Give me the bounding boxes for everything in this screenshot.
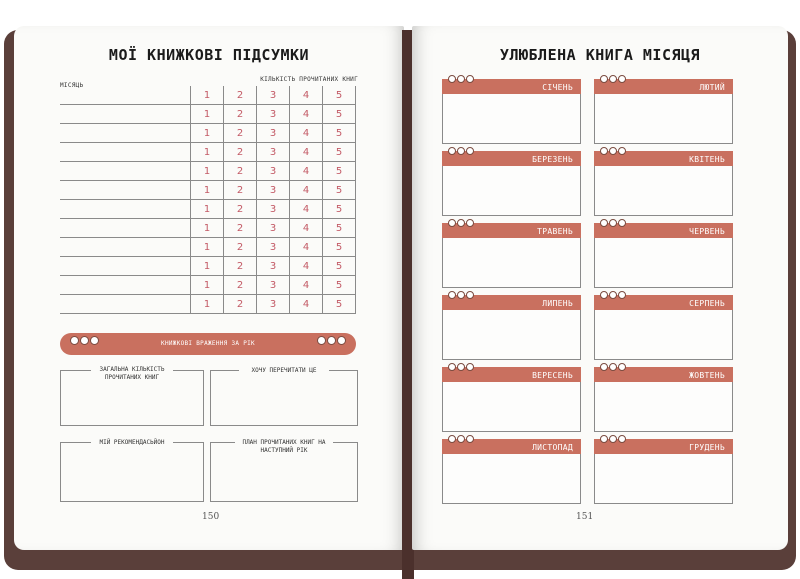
rating-cell[interactable]: 2 <box>224 200 257 219</box>
rating-cell[interactable]: 4 <box>290 124 323 143</box>
rating-cell[interactable]: 2 <box>224 86 257 105</box>
month-label: СЕРПЕНЬ <box>689 299 725 308</box>
rating-cell[interactable]: 5 <box>323 200 356 219</box>
right-page-title: УЛЮБЛЕНА КНИГА МІСЯЦЯ <box>499 46 701 64</box>
box-label: ХОЧУ ПЕРЕЧИТАТИ ЦЕ <box>239 367 329 375</box>
total-books-box <box>60 366 204 426</box>
rating-cell[interactable]: 3 <box>257 238 290 257</box>
table-row <box>60 257 356 276</box>
table-row <box>60 143 356 162</box>
rating-cell[interactable]: 1 <box>191 105 224 124</box>
rating-cell[interactable]: 4 <box>290 295 323 314</box>
rating-cell[interactable]: 4 <box>290 162 323 181</box>
box-label: ЗАГАЛЬНА КІЛЬКІСТЬ ПРОЧИТАНИХ КНИГ <box>91 366 173 382</box>
rating-cell[interactable]: 5 <box>323 105 356 124</box>
rating-cell[interactable]: 4 <box>290 219 323 238</box>
month-card[interactable] <box>594 223 733 288</box>
ring-icon <box>457 435 465 443</box>
rating-cell[interactable]: 3 <box>257 105 290 124</box>
ring-icon <box>600 291 608 299</box>
month-label: ЛЮТИЙ <box>699 83 725 92</box>
ring-icon <box>457 219 465 227</box>
rating-cell[interactable]: 1 <box>191 181 224 200</box>
rating-cell[interactable]: 3 <box>257 295 290 314</box>
rating-cell[interactable]: 1 <box>191 295 224 314</box>
ring-icon <box>609 435 617 443</box>
month-cell[interactable] <box>60 162 191 181</box>
rating-cell[interactable]: 5 <box>323 219 356 238</box>
month-card[interactable] <box>442 151 581 216</box>
rating-cell[interactable]: 3 <box>257 200 290 219</box>
month-cell[interactable] <box>60 295 191 314</box>
rating-cell[interactable]: 2 <box>224 219 257 238</box>
table-row <box>60 276 356 295</box>
rating-cell[interactable]: 1 <box>191 219 224 238</box>
ring-icon <box>618 291 626 299</box>
month-label: ВЕРЕСЕНЬ <box>532 371 573 380</box>
month-cell[interactable] <box>60 105 191 124</box>
rating-cell[interactable]: 3 <box>257 181 290 200</box>
rating-cell[interactable]: 3 <box>257 124 290 143</box>
recommendations-box <box>60 439 204 502</box>
month-cell[interactable] <box>60 124 191 143</box>
month-label: СІЧЕНЬ <box>542 83 573 92</box>
month-cell[interactable] <box>60 238 191 257</box>
rating-cell[interactable]: 2 <box>224 162 257 181</box>
month-label: КВІТЕНЬ <box>689 155 725 164</box>
month-card[interactable] <box>442 367 581 432</box>
rating-cell[interactable]: 4 <box>290 238 323 257</box>
page-number: 150 <box>202 512 220 522</box>
box-label: МІЙ РЕКОМЕНДАСЬЙОН <box>91 439 173 447</box>
page-number: 151 <box>576 512 594 522</box>
rating-cell[interactable]: 5 <box>323 257 356 276</box>
rating-cell[interactable]: 3 <box>257 86 290 105</box>
left-page-title: МОЇ КНИЖКОВІ ПІДСУМКИ <box>108 46 310 64</box>
ring-icon <box>448 435 456 443</box>
ring-icon <box>466 75 474 83</box>
ring-icon <box>618 363 626 371</box>
ring-icon <box>466 219 474 227</box>
rating-cell[interactable]: 1 <box>191 257 224 276</box>
ring-icon <box>618 435 626 443</box>
rating-cell[interactable]: 4 <box>290 276 323 295</box>
month-card[interactable] <box>594 151 733 216</box>
ring-icon <box>448 363 456 371</box>
ring-icon <box>457 291 465 299</box>
table-row <box>60 219 356 238</box>
rating-cell[interactable]: 1 <box>191 143 224 162</box>
month-cell[interactable] <box>60 143 191 162</box>
ring-icon <box>448 219 456 227</box>
rating-cell[interactable]: 1 <box>191 238 224 257</box>
ring-icon <box>609 147 617 155</box>
month-card[interactable] <box>594 295 733 360</box>
table-row <box>60 295 356 314</box>
ring-icon <box>600 75 608 83</box>
card-header <box>442 295 581 310</box>
card-header <box>594 367 733 382</box>
ring-icon <box>457 75 465 83</box>
ring-icon <box>600 435 608 443</box>
box-label: ПЛАН ПРОЧИТАНИХ КНИГ НА НАСТУПНИЙ РІК <box>235 439 333 455</box>
month-card[interactable] <box>594 79 733 144</box>
rating-cell[interactable]: 5 <box>323 143 356 162</box>
next-year-plan-box <box>210 439 358 502</box>
month-cell[interactable] <box>60 200 191 219</box>
month-label: ТРАВЕНЬ <box>537 227 573 236</box>
rating-cell[interactable]: 2 <box>224 295 257 314</box>
month-card[interactable] <box>442 439 581 504</box>
rating-cell[interactable]: 3 <box>257 257 290 276</box>
ring-icon <box>466 435 474 443</box>
card-header <box>442 79 581 94</box>
yearly-impressions-banner <box>60 333 356 355</box>
ring-icon <box>600 219 608 227</box>
ring-icon <box>609 219 617 227</box>
rating-cell[interactable]: 2 <box>224 238 257 257</box>
rating-cell[interactable]: 3 <box>257 143 290 162</box>
rating-cell[interactable]: 5 <box>323 181 356 200</box>
ring-icon <box>618 147 626 155</box>
ring-icon <box>600 147 608 155</box>
reading-tracker-table <box>60 86 356 314</box>
rating-cell[interactable]: 5 <box>323 295 356 314</box>
ring-icon <box>457 363 465 371</box>
card-header <box>594 223 733 238</box>
card-header <box>594 295 733 310</box>
rating-cell[interactable]: 1 <box>191 200 224 219</box>
rating-cell[interactable]: 1 <box>191 124 224 143</box>
month-card[interactable] <box>442 295 581 360</box>
rating-cell[interactable]: 1 <box>191 162 224 181</box>
ring-icon <box>448 75 456 83</box>
card-header <box>594 79 733 94</box>
ring-icon <box>448 147 456 155</box>
month-card[interactable] <box>594 367 733 432</box>
rating-cell[interactable]: 1 <box>191 86 224 105</box>
ring-icon <box>609 291 617 299</box>
rating-cell[interactable]: 4 <box>290 105 323 124</box>
ring-icon <box>609 75 617 83</box>
rating-cell[interactable]: 5 <box>323 238 356 257</box>
ring-icon <box>609 363 617 371</box>
ring-icon <box>618 219 626 227</box>
table-row <box>60 238 356 257</box>
reread-box <box>210 367 358 426</box>
rating-cell[interactable]: 4 <box>290 86 323 105</box>
month-card[interactable] <box>442 223 581 288</box>
banner-label: КНИЖКОВІ ВРАЖЕННЯ ЗА РІК <box>161 340 255 347</box>
rating-cell[interactable]: 5 <box>323 276 356 295</box>
month-label: ГРУДЕНЬ <box>689 443 725 452</box>
ring-icon <box>466 363 474 371</box>
rating-cell[interactable]: 2 <box>224 181 257 200</box>
ring-icon <box>466 147 474 155</box>
rating-cell[interactable]: 3 <box>257 219 290 238</box>
month-card[interactable] <box>594 439 733 504</box>
ring-icon <box>448 291 456 299</box>
rating-cell[interactable]: 3 <box>257 276 290 295</box>
rating-cell[interactable]: 5 <box>323 162 356 181</box>
month-cell[interactable] <box>60 219 191 238</box>
rating-cell[interactable]: 2 <box>224 257 257 276</box>
ring-icon <box>618 75 626 83</box>
ring-icon <box>466 291 474 299</box>
table-row <box>60 200 356 219</box>
card-header <box>594 439 733 454</box>
rating-cell[interactable]: 4 <box>290 143 323 162</box>
rating-cell[interactable]: 1 <box>191 276 224 295</box>
month-header: МІСЯЦЬ <box>60 82 84 89</box>
table-row <box>60 124 356 143</box>
rating-cell[interactable]: 2 <box>224 143 257 162</box>
rating-cell[interactable]: 4 <box>290 181 323 200</box>
rating-cell[interactable]: 2 <box>224 124 257 143</box>
right-page <box>412 26 788 550</box>
rating-cell[interactable]: 2 <box>224 276 257 295</box>
month-label: ЛИПЕНЬ <box>542 299 573 308</box>
ring-icon <box>600 363 608 371</box>
month-card[interactable] <box>442 79 581 144</box>
month-cell[interactable] <box>60 86 191 105</box>
card-header <box>442 223 581 238</box>
table-row <box>60 162 356 181</box>
rating-cell[interactable]: 2 <box>224 105 257 124</box>
table-row <box>60 105 356 124</box>
rating-cell[interactable]: 5 <box>323 86 356 105</box>
rating-cell[interactable]: 4 <box>290 200 323 219</box>
month-label: ЖОВТЕНЬ <box>689 371 725 380</box>
month-cell[interactable] <box>60 276 191 295</box>
ring-icon <box>457 147 465 155</box>
month-cell[interactable] <box>60 181 191 200</box>
month-label: БЕРЕЗЕНЬ <box>532 155 573 164</box>
card-header <box>442 367 581 382</box>
count-header: КІЛЬКІСТЬ ПРОЧИТАНИХ КНИГ <box>260 76 358 83</box>
rating-cell[interactable]: 3 <box>257 162 290 181</box>
rating-cell[interactable]: 4 <box>290 257 323 276</box>
card-header <box>594 151 733 166</box>
card-header <box>442 151 581 166</box>
rating-cell[interactable]: 5 <box>323 124 356 143</box>
month-label: ЛИСТОПАД <box>532 443 573 452</box>
card-header <box>442 439 581 454</box>
table-row <box>60 86 356 105</box>
month-label: ЧЕРВЕНЬ <box>689 227 725 236</box>
month-cell[interactable] <box>60 257 191 276</box>
table-row <box>60 181 356 200</box>
